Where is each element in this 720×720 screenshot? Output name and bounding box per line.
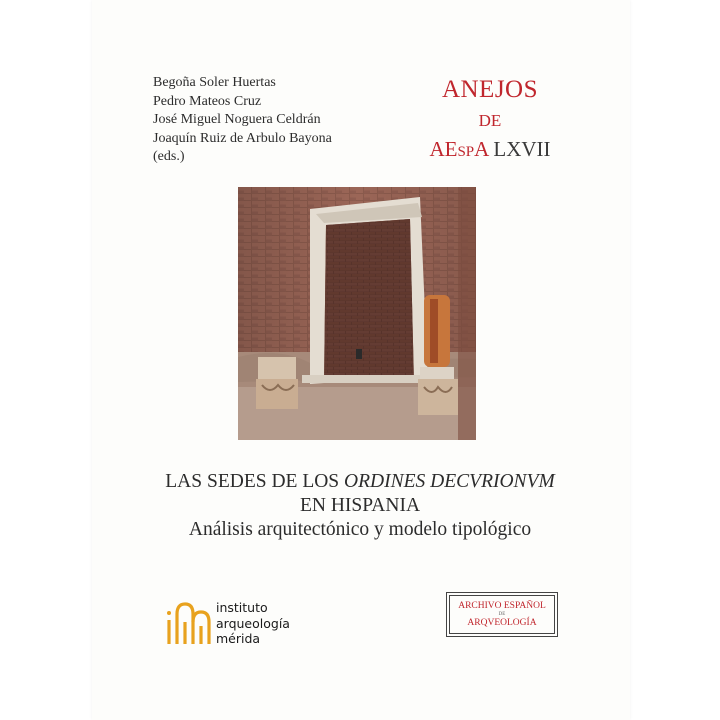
- publisher-name-line1: instituto: [216, 600, 268, 615]
- book-subtitle: Análisis arquitectónico y modelo tipológico: [188, 519, 532, 540]
- book-title-line2: EN HISPANIA: [299, 495, 421, 516]
- book-title-line1-pre: LAS SEDES DE LOS: [165, 471, 345, 492]
- book-title-line1: [100, 471, 620, 493]
- series-aespa-sp: SP: [457, 144, 475, 160]
- editor-name: Joaquín Ruiz de Arbulo Bayona: [153, 130, 332, 146]
- series-line-de: DE: [478, 111, 502, 130]
- journal-box: [446, 592, 558, 637]
- series-line-aespa: [410, 136, 570, 165]
- journal-box-line2: DE: [498, 612, 506, 617]
- iam-logo-icon: [165, 600, 213, 646]
- door-frame-image: [238, 187, 476, 440]
- series-aespa-a: AE: [429, 137, 458, 161]
- publisher-logo: [165, 600, 315, 650]
- editors-list: [153, 74, 332, 167]
- cover-photo: [238, 187, 476, 440]
- series-volume-number: LXVII: [493, 137, 551, 161]
- journal-box-line3: ARQVEOLOGÍA: [467, 618, 537, 628]
- publisher-name-line3: mérida: [216, 631, 261, 646]
- editor-name: Begoña Soler Huertas: [153, 75, 276, 90]
- book-title-line1-italic: ORDINES DECVRIONVM: [344, 471, 555, 492]
- editor-name: José Miguel Noguera Celdrán: [153, 112, 321, 128]
- editors-suffix: (eds.): [153, 149, 185, 165]
- series-line-anejos: ANEJOS: [441, 76, 539, 103]
- publisher-name-line2: arqueología: [216, 615, 290, 631]
- journal-box-line1: ARCHIVO ESPAÑOL: [458, 601, 546, 611]
- editor-name: Pedro Mateos Cruz: [153, 93, 262, 109]
- series-title: [410, 76, 570, 165]
- series-aespa-c: A: [474, 137, 489, 161]
- book-title-block: [100, 471, 620, 542]
